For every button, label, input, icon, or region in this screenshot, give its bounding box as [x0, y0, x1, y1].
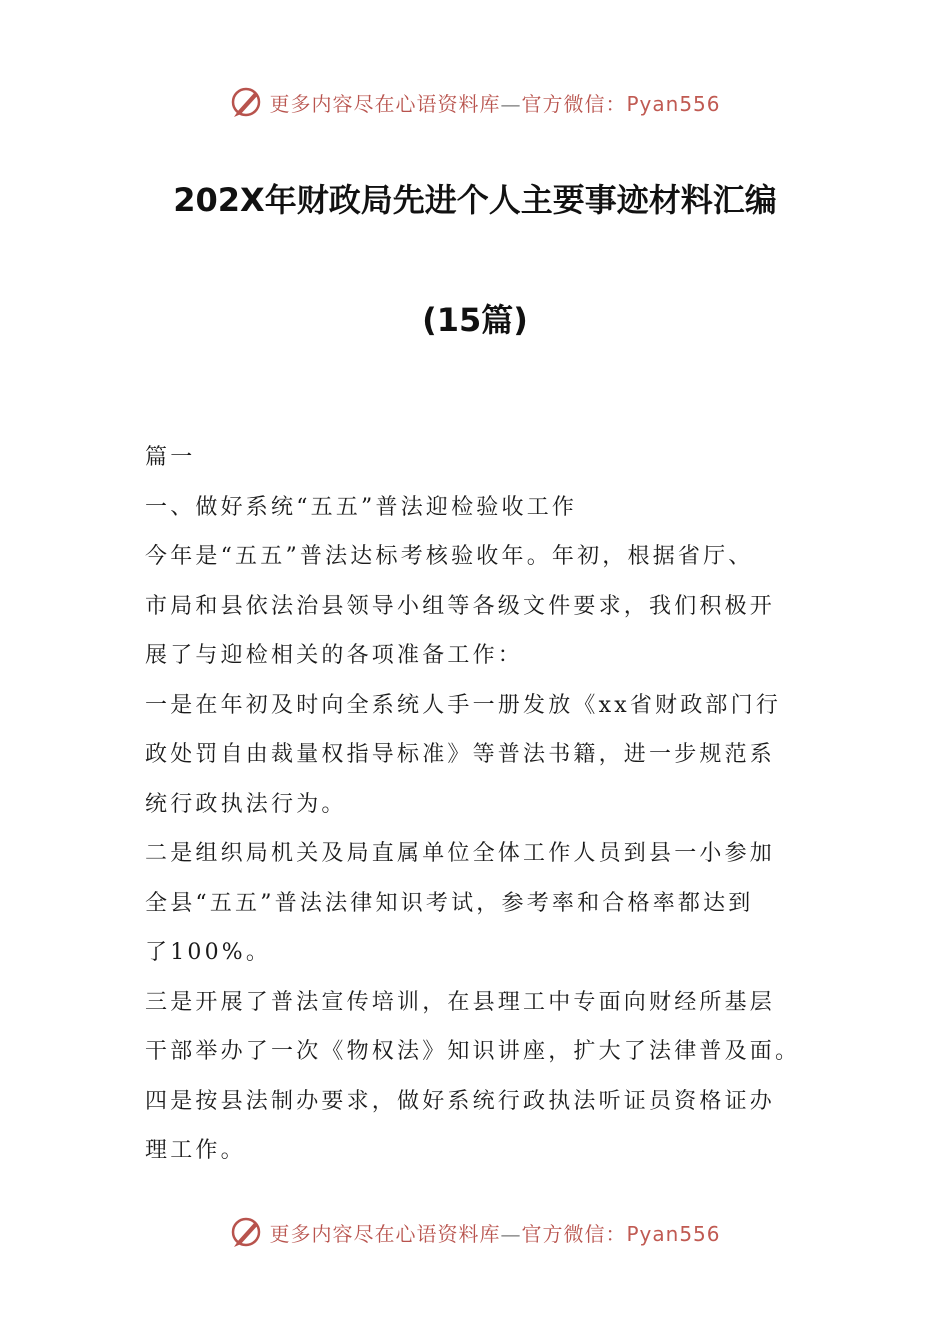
document-subtitle: (15篇) [422, 301, 528, 339]
text-line: 一是在年初及时向全系统人手一册发放《xx省财政部门行 [145, 692, 782, 718]
text-line: 理工作。 [145, 1138, 246, 1163]
text-line: 三是开展了普法宣传培训，在县理工中专面向财经所基层 [145, 989, 776, 1015]
footer-watermark [0, 1210, 950, 1254]
text-line: 一、做好系统“五五”普法迎检验收工作 [145, 494, 578, 520]
text-line: 统行政执法行为。 [145, 791, 347, 817]
watermark-text: 更多内容尽在心语资料库—官方微信：Pyan556 [269, 1221, 721, 1246]
text-line: 市局和县依法治县领导小组等各级文件要求，我们积极开 [145, 593, 776, 619]
text-line: 干部举办了一次《物权法》知识讲座，扩大了法律普及面。 [145, 1039, 801, 1064]
document-title: 202X年财政局先进个人主要事迹材料汇编 [173, 181, 777, 219]
section-heading: 篇一 [145, 445, 196, 470]
text-line: 展了与迎检相关的各项准备工作： [145, 643, 524, 668]
document-body [145, 433, 810, 1176]
text-line: 政处罚自由裁量权指导标准》等普法书籍，进一步规范系 [145, 742, 776, 767]
text-line: 二是组织局机关及局直属单位全体工作人员到县一小参加 [145, 841, 776, 866]
text-line: 四是按县法制办要求，做好系统行政执法听证员资格证办 [145, 1088, 776, 1114]
pen-logo-icon [229, 84, 265, 120]
pen-logo-icon [229, 1214, 265, 1250]
watermark-text: 更多内容尽在心语资料库—官方微信：Pyan556 [269, 91, 721, 116]
text-line: 全县“五五”普法法律知识考试，参考率和合格率都达到 [145, 890, 754, 916]
text-line: 今年是“五五”普法达标考核验收年。年初，根据省厅、 [145, 544, 754, 569]
header-watermark [0, 80, 950, 124]
text-line: 了100%。 [145, 940, 272, 965]
